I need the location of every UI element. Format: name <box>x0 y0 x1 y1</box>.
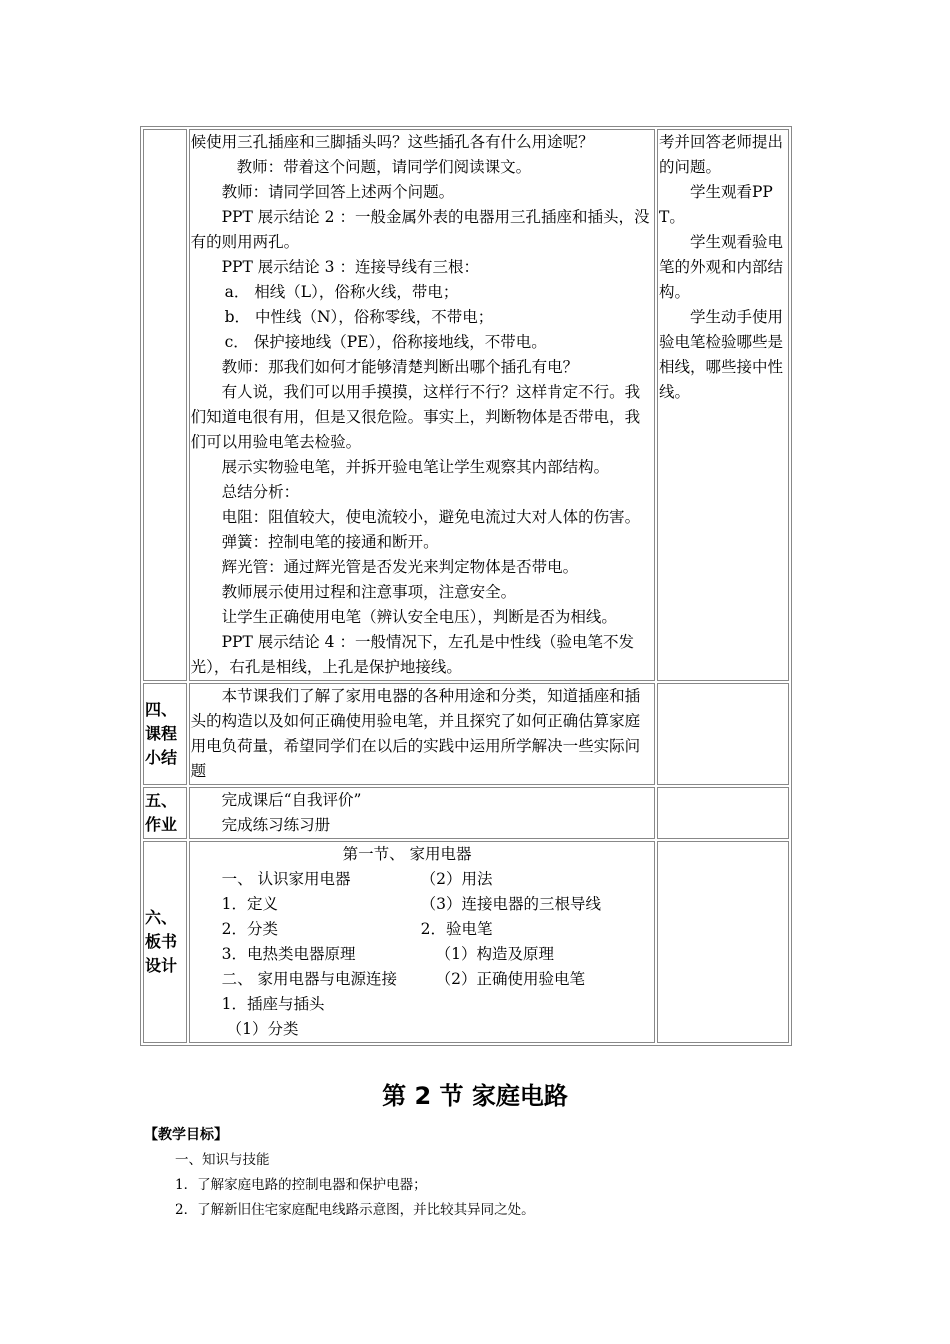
text-line: PPT 展示结论 3 ：连接导线有三根： <box>221 258 479 276</box>
board-line <box>191 942 653 967</box>
text-line: 学生观看PPT。 <box>658 183 773 226</box>
text-line: b． 中性线（N），俗称零线，不带电； <box>224 308 494 326</box>
text-line: 教师展示使用过程和注意事项，注意安全。 <box>221 583 517 601</box>
text-line: 让学生正确使用电笔（辨认安全电压），判断是否为相线。 <box>221 608 617 626</box>
text-line: 辉光管：通过辉光管是否发光来判定物体是否带电。 <box>221 558 579 576</box>
text-line: 考并回答老师提出的问题。 <box>658 133 783 176</box>
table-row-homework <box>143 787 789 839</box>
board-left-item: 2．分类 <box>221 920 278 938</box>
text-line: 教师：带着这个问题，请同学们阅读课文。 <box>236 158 532 176</box>
text-line: 教师：那我们如何才能够清楚判断出哪个插孔有电？ <box>221 358 579 376</box>
text-line: 教师：请同学回答上述两个问题。 <box>221 183 455 201</box>
row-label: 六、板书设计 <box>143 841 187 1043</box>
board-line <box>191 917 653 942</box>
objectives-title: 【教学目标】 <box>144 1127 228 1143</box>
board-right-item: （2）正确使用验电笔 <box>435 970 585 988</box>
text-line: PPT 展示结论 4 ：一般情况下，左孔是中性线（验电笔不发光），右孔是相线，上孔是保护地接线。 <box>190 633 634 676</box>
board-right-item: （1）构造及原理 <box>435 945 554 963</box>
table-row-board-design <box>143 841 789 1043</box>
board-left-item: 一、 认识家用电器 <box>221 870 351 888</box>
board-line: 1．插座与插头 <box>221 995 325 1013</box>
row-label <box>143 129 187 681</box>
table-row-teaching-process <box>143 129 789 681</box>
board-line: （1）分类 <box>226 1020 299 1038</box>
lesson-plan-table <box>140 126 792 1046</box>
objective-line: 2．了解新旧住宅家庭配电线路示意图，并比较其异同之处。 <box>175 1202 535 1218</box>
text-line: 完成练习练习册 <box>221 816 331 834</box>
text-line: a． 相线（L），俗称火线，带电； <box>224 283 459 301</box>
board-right-item: （3）连接电器的三根导线 <box>420 895 601 913</box>
summary-text: 本节课我们了解了家用电器的各种用途和分类，知道插座和插头的构造以及如何正确使用验电笔，并且探究了如何正确估算家庭用电负荷量，希望同学们在以后的实践中运用所学解决一些实际问题 <box>190 687 641 780</box>
board-left-item: 1．定义 <box>221 895 278 913</box>
text-line: PPT 展示结论 2 ：一般金属外表的电器用三孔插座和插头，没有的则用两孔。 <box>190 208 650 251</box>
board-right-item: （2）用法 <box>420 870 493 888</box>
board-title: 第一节、 家用电器 <box>342 845 472 863</box>
board-line <box>191 867 653 892</box>
board-design-cell <box>189 841 655 1043</box>
text-line: 电阻：阻值较大，使电流较小，避免电流过大对人体的伤害。 <box>221 508 641 526</box>
text-line: 完成课后“自我评价” <box>221 791 362 809</box>
homework-cell <box>189 787 655 839</box>
row-label: 四、课程小结 <box>143 683 187 785</box>
text-line: c． 保护接地线（PE），俗称接地线，不带电。 <box>224 333 547 351</box>
summary-cell <box>189 683 655 785</box>
board-left-item: 二、 家用电器与电源连接 <box>221 970 398 988</box>
text-line: 展示实物验电笔，并拆开验电笔让学生观察其内部结构。 <box>221 458 610 476</box>
board-left-item: 3．电热类电器原理 <box>221 945 356 963</box>
row-label: 五、作业 <box>143 787 187 839</box>
board-line <box>191 892 653 917</box>
section-heading: 第 2 节 家庭电路 <box>382 1082 568 1110</box>
text-line: 有人说，我们可以用手摸摸，这样行不行？这样肯定不行。我们知道电很有用，但是又很危险。事实上，判断物体是否带电，我们可以用验电笔去检验。 <box>190 383 641 451</box>
empty-cell <box>657 787 789 839</box>
empty-cell <box>657 683 789 785</box>
student-activity-cell <box>657 129 789 681</box>
text-line: 弹簧：控制电笔的接通和断开。 <box>221 533 439 551</box>
objective-line: 一、知识与技能 <box>175 1152 270 1168</box>
text-line: 总结分析： <box>221 483 300 501</box>
board-right-item: 2．验电笔 <box>420 920 493 938</box>
board-line <box>191 967 653 992</box>
text-line: 候使用三孔插座和三脚插头吗？这些插孔各有什么用途呢？ <box>190 133 594 151</box>
text-line: 学生观看验电笔的外观和内部结构。 <box>658 233 783 301</box>
text-line: 学生动手使用验电笔检验哪些是相线，哪些接中性线。 <box>658 308 783 401</box>
empty-cell <box>657 841 789 1043</box>
objective-line: 1．了解家庭电路的控制电器和保护电器； <box>175 1177 427 1193</box>
teacher-activity-cell <box>189 129 655 681</box>
table-row-summary <box>143 683 789 785</box>
